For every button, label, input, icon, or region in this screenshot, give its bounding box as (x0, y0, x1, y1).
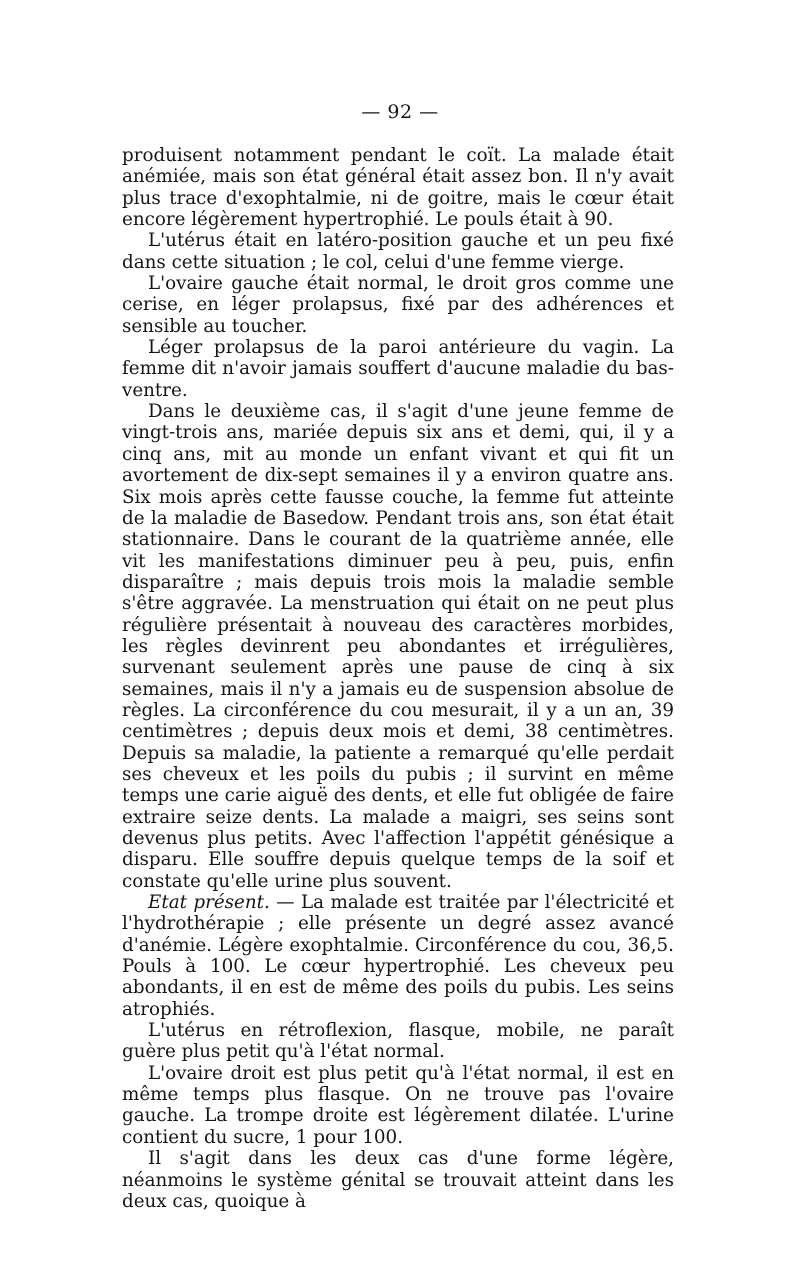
paragraph-etat-present (122, 892, 674, 1020)
paragraph-text: L'ovaire gauche était normal, le droit gros comme une cerise, en léger prolapsus, fixé par des adhérences et sensible au toucher. (122, 273, 674, 337)
paragraph-lead-italic: Etat présent. (148, 892, 270, 914)
paragraph-prolapsus (122, 337, 674, 401)
paragraph-ovaire-droit (122, 1063, 674, 1148)
paragraph-uterus (122, 230, 674, 273)
paragraph-text: produisent notamment pendant le coït. La malade était anémiée, mais son état général était assez bon. Il n'y avait plus trace d'exophtalmie, ni de goitre, mais le cœur était encore légèrement hypertrophié. Le pouls était à 90. (122, 145, 674, 231)
page-body (122, 145, 674, 1212)
page-number: — 92 — (361, 101, 439, 123)
paragraph-text: L'utérus était en latéro-position gauche et un peu fixé dans cette situation ; le col, celui d'une femme vierge. (122, 230, 674, 273)
paragraph-second-case (122, 401, 674, 892)
paragraph-text: L'ovaire droit est plus petit qu'à l'état normal, il est en même temps plus flasque. On ne trouve pas l'ovaire gauche. La trompe droite est légèrement dilatée. L'urine contient du sucre, 1 pour 100. (122, 1062, 674, 1148)
paragraph-text: — La malade est traitée par l'électricité et l'hydrothérapie ; elle présente un degré assez avancé d'anémie. Légère exophtalmie. Circonférence du cou, 36,5. Pouls à 100. Le cœur hypertrophié. Les cheveux peu abondants, il en est de même des poils du pubis. Les seins atrophiés. (122, 892, 674, 1020)
paragraph-retroflexion (122, 1020, 674, 1063)
paragraph-ovaire (122, 273, 674, 337)
paragraph-continuation (122, 145, 674, 230)
paragraph-text: L'utérus en rétroflexion, flasque, mobile, ne paraît guère plus petit qu'à l'état normal. (122, 1020, 674, 1063)
paragraph-text: Il s'agit dans les deux cas d'une forme légère, néanmoins le système génital se trouvait atteint dans les deux cas, quoique à (122, 1148, 674, 1212)
paragraph-conclusion (122, 1148, 674, 1212)
paragraph-text: Dans le deuxième cas, il s'agit d'une jeune femme de vingt-trois ans, mariée depuis six ans et demi, qui, il y a cinq ans, mit au monde un enfant vivant et qui fit un avortement de dix-sept semaines il y a environ quatre ans. Six mois après cette fausse couche, la femme fut atteinte de la maladie de Basedow. Pendant trois ans, son état était stationnaire. Dans le courant de la quatrième année, elle vit les manifestations diminuer peu à peu, puis, enfin disparaître ; mais depuis trois mois la maladie semble s'être aggravée. La menstruation qui était on ne peut plus régulière présentait à nouveau des caractères morbides, les règles devinrent peu abondantes et irrégulières, survenant seulement après une pause de cinq à six semaines, mais il n'y a jamais eu de suspension absolue de règles. La circonférence du cou mesurait, il y a un an, 39 centimètres ; depuis deux mois et demi, 38 centimètres. Depuis sa maladie, la patiente a remarqué qu'elle perdait ses cheveux et les poils du pubis ; il survint en même temps une carie aiguë des dents, et elle fut obligée de faire extraire seize dents. La malade a maigri, ses seins sont devenus plus petits. Avec l'affection l'appétit génésique a disparu. Elle souffre depuis quelque temps de la soif et constate qu'elle urine plus souvent. (122, 401, 674, 892)
paragraph-text: Léger prolapsus de la paroi antérieure du vagin. La femme dit n'avoir jamais souffert d'aucune maladie du bas-ventre. (122, 337, 674, 401)
